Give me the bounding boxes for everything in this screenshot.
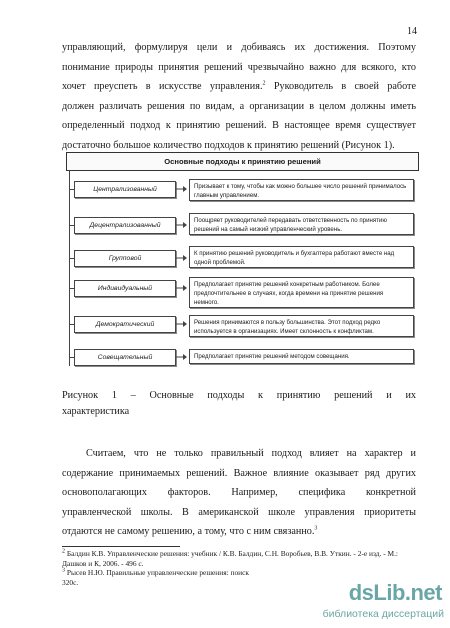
footnote-ref[interactable]: 3	[314, 525, 318, 532]
arrow-right-icon	[175, 254, 187, 262]
figure-caption	[62, 388, 416, 420]
text-line: понимание природы принятия решений чрезвычайно важно для всякого, кто	[62, 61, 416, 73]
text-line: хочет преуспеть в искусстве управления.$^2$ Руководитель в своей работе	[62, 80, 416, 93]
text-line: содержание принимаемых решений. Важное влияние оказывает ряд других	[62, 467, 416, 479]
paragraph-intro	[62, 38, 416, 156]
footnote-divider	[62, 546, 180, 547]
diagram-title: Основные подходы к принятию решений	[66, 152, 419, 171]
footnote-line: Дашков и К, 2006. - 496 с.	[62, 558, 144, 568]
caption-line: Рисунок 1 – Основные подходы к принятию решений и их	[62, 390, 416, 401]
text-line: должен различать решения по видам, а организации в целом должны иметь	[62, 100, 416, 112]
label-deliberative: Совещательный	[74, 349, 176, 366]
arrow-right-icon	[175, 320, 187, 328]
arrow-right-icon	[175, 353, 187, 361]
text-line: Считаем, что не только правильный подход влияет на характер и	[86, 448, 416, 459]
paragraph-body	[62, 444, 416, 542]
desc-decentralized: Поощряет руководителей передавать ответственность по принятию решений на самый низкий управленческий уровень.	[189, 213, 414, 235]
page-number: 14	[407, 26, 417, 37]
desc-group: К принятию решений руководитель и бухгалтера работают вместе над одной проблемой.	[189, 246, 414, 268]
text-line: отдаются не самому решению, а тому, что с ним связанно.$^3$	[62, 525, 318, 538]
text-line: достаточно большое количество подходов к принятию решений (Рисунок 1).	[62, 139, 395, 151]
footnote-line: $^3$ Рысев Н.Ю. Правильные управленческие решения: поиск	[62, 567, 249, 577]
text-line: определенный подход к принятию решений. В настоящее время существует	[62, 120, 416, 132]
footnote-ref[interactable]: 2	[262, 80, 266, 87]
desc-centralized: Призывает к тому, чтобы как можно большее число решений принималось главным управлением.	[189, 179, 414, 201]
watermark-subtitle: библиотека диссертаций	[322, 608, 444, 620]
approaches-diagram	[66, 152, 419, 382]
label-individual: Индивидуальный	[74, 280, 176, 297]
desc-individual: Предполагает принятие решений конкретным работником. Более предпочтительнее в случаях, когда времени на принятие решения немного.	[189, 277, 414, 308]
text-line: управленческой школы. В американской школе управления приоритеты	[62, 506, 416, 518]
footnote-line: 320с.	[62, 577, 79, 587]
label-group: Групповой	[74, 250, 176, 267]
desc-deliberative: Предполагает принятие решений методом совещания.	[189, 349, 414, 364]
arrow-right-icon	[175, 185, 187, 193]
text-line: основополагающих факторов. Например, специфика конкретной	[62, 487, 416, 499]
label-centralized: Централизованный	[74, 181, 176, 198]
diagram-spine	[69, 170, 70, 366]
arrow-right-icon	[175, 221, 187, 229]
desc-democratic: Решения принимаются в пользу большинства. Этот подход редко используется в организациях. Имеет склонность к конфликтам.	[189, 315, 414, 337]
caption-line: характеристика	[62, 406, 130, 417]
footnote-line: $^2$ Балдин К.В. Управленческие решения: учебник / К.В. Балдин, С.Н. Воробьев, В.В. Уткин. - 2-е изд. - М.:	[62, 548, 398, 558]
label-democratic: Демократический	[74, 316, 176, 333]
watermark-brand: dsLib.net	[348, 580, 442, 605]
arrow-right-icon	[175, 284, 187, 292]
dslib-watermark	[322, 578, 446, 624]
label-decentralized: Децентрализованный	[74, 217, 176, 234]
text-line: управляющий, формулируя цели и добиваясь их достижения. Поэтому	[62, 42, 416, 53]
